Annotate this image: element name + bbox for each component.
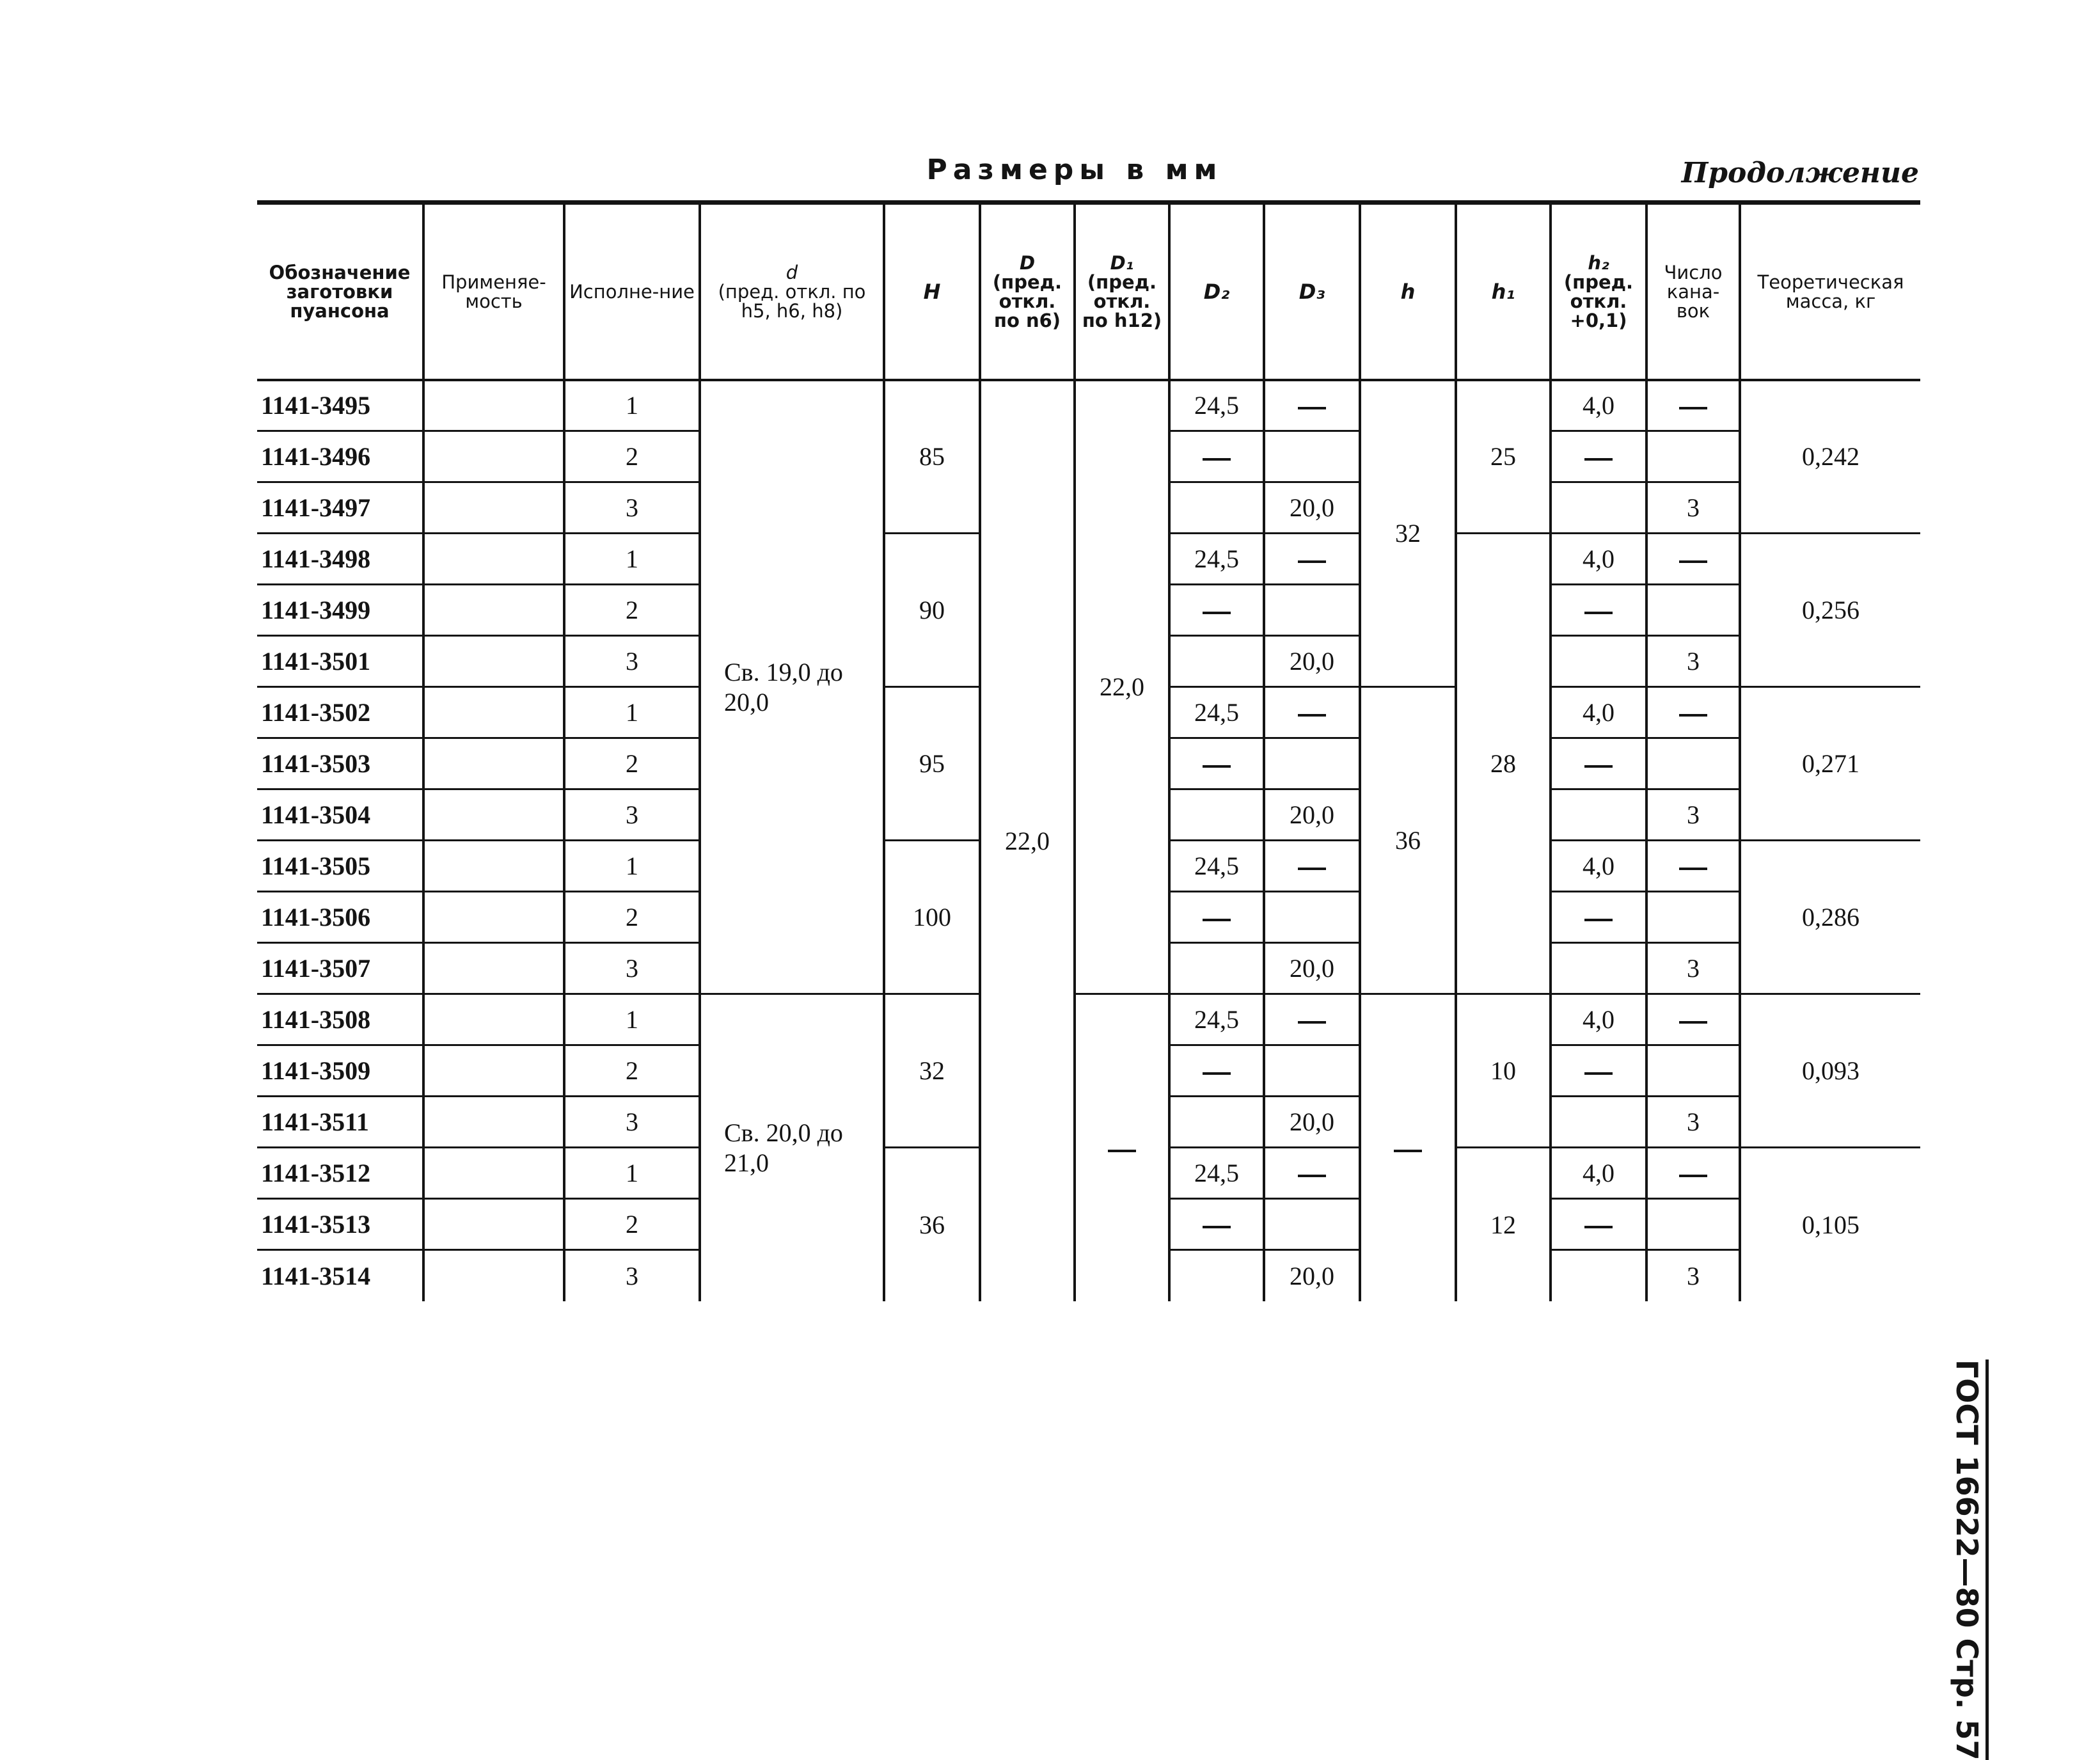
dash — [1584, 1226, 1613, 1228]
col-note-d: (пред. откл. по h5, h6, h8) — [718, 280, 866, 322]
cell-code: 1141-3511 — [257, 1097, 423, 1148]
cell-grooves — [1646, 1148, 1740, 1199]
cell-applicability — [423, 1097, 564, 1148]
dash — [1203, 1226, 1231, 1228]
cell-D3 — [1264, 994, 1360, 1045]
cell-D3 — [1264, 1199, 1360, 1250]
cell-D3 — [1264, 841, 1360, 892]
dash — [1584, 458, 1613, 461]
table-row — [257, 994, 1920, 1045]
cell-applicability — [423, 994, 564, 1045]
cell-D2 — [1169, 892, 1264, 943]
cell-D2: 24,5 — [1169, 994, 1264, 1045]
cell-D2 — [1169, 636, 1264, 687]
dash — [1679, 1021, 1707, 1024]
cell-D2: 24,5 — [1169, 841, 1264, 892]
cell-h1: 25 — [1456, 380, 1551, 534]
cell-D2 — [1169, 482, 1264, 534]
cell-grooves: 3 — [1646, 482, 1740, 534]
table-header-row — [257, 203, 1920, 380]
col-header-D — [980, 203, 1075, 380]
cell-code: 1141-3502 — [257, 687, 423, 738]
cell-D2 — [1169, 789, 1264, 841]
cell-D3: 20,0 — [1264, 1097, 1360, 1148]
cell-mass: 0,271 — [1740, 687, 1920, 841]
col-header-d — [700, 203, 884, 380]
cell-D2 — [1169, 1199, 1264, 1250]
cell-d: Св. 20,0 до 21,0 — [700, 994, 884, 1301]
cell-applicability — [423, 1250, 564, 1301]
cell-applicability — [423, 585, 564, 636]
cell-h2 — [1551, 1250, 1646, 1301]
cell-D3 — [1264, 687, 1360, 738]
cell-code: 1141-3505 — [257, 841, 423, 892]
cell-grooves — [1646, 687, 1740, 738]
col-header-h2 — [1551, 203, 1646, 380]
cell-variant: 1 — [564, 994, 700, 1045]
cell-code: 1141-3496 — [257, 431, 423, 482]
cell-D3 — [1264, 585, 1360, 636]
cell-h2 — [1551, 1045, 1646, 1097]
col-header-H: H — [884, 203, 980, 380]
cell-H: 32 — [884, 994, 980, 1148]
cell-grooves — [1646, 431, 1740, 482]
cell-grooves: 3 — [1646, 636, 1740, 687]
cell-D2 — [1169, 1045, 1264, 1097]
dash — [1584, 1072, 1613, 1075]
col-header-h: h — [1360, 203, 1456, 380]
cell-variant: 2 — [564, 431, 700, 482]
cell-D3 — [1264, 431, 1360, 482]
col-header-mass: Теоретическая масса, кг — [1740, 203, 1920, 380]
cell-applicability — [423, 482, 564, 534]
cell-D2: 24,5 — [1169, 687, 1264, 738]
cell-D3: 20,0 — [1264, 482, 1360, 534]
dash — [1584, 612, 1613, 614]
cell-grooves — [1646, 738, 1740, 789]
dash — [1203, 612, 1231, 614]
dash — [1203, 765, 1231, 768]
cell-d: Св. 19,0 до 20,0 — [700, 380, 884, 994]
cell-mass: 0,105 — [1740, 1148, 1920, 1301]
cell-applicability — [423, 1045, 564, 1097]
cell-h2 — [1551, 1199, 1646, 1250]
cell-grooves: 3 — [1646, 789, 1740, 841]
cell-D: 22,0 — [980, 380, 1075, 1301]
cell-grooves: 3 — [1646, 943, 1740, 994]
cell-h2 — [1551, 1097, 1646, 1148]
cell-code: 1141-3504 — [257, 789, 423, 841]
cell-H: 85 — [884, 380, 980, 534]
cell-h2 — [1551, 892, 1646, 943]
dash — [1584, 919, 1613, 921]
cell-variant: 1 — [564, 534, 700, 585]
col-note-D1: (пред. откл. по h12) — [1082, 271, 1162, 331]
cell-variant: 3 — [564, 1250, 700, 1301]
col-header-D3: D₃ — [1264, 203, 1360, 380]
cell-D2 — [1169, 431, 1264, 482]
cell-code: 1141-3507 — [257, 943, 423, 994]
dash — [1298, 560, 1326, 563]
cell-applicability — [423, 687, 564, 738]
col-header-D1 — [1075, 203, 1169, 380]
dash — [1203, 919, 1231, 921]
cell-variant: 3 — [564, 789, 700, 841]
dash — [1298, 868, 1326, 870]
cell-grooves — [1646, 534, 1740, 585]
cell-H: 100 — [884, 841, 980, 994]
col-note-h2: (пред. откл. +0,1) — [1563, 271, 1634, 331]
cell-D3 — [1264, 892, 1360, 943]
cell-applicability — [423, 943, 564, 994]
cell-grooves — [1646, 1199, 1740, 1250]
cell-h2: 4,0 — [1551, 534, 1646, 585]
cell-D3 — [1264, 1045, 1360, 1097]
cell-h — [1360, 994, 1456, 1301]
dash — [1298, 407, 1326, 409]
cell-D1 — [1075, 994, 1169, 1301]
cell-h1: 28 — [1456, 534, 1551, 994]
cell-code: 1141-3509 — [257, 1045, 423, 1097]
cell-variant: 1 — [564, 841, 700, 892]
cell-grooves — [1646, 1045, 1740, 1097]
cell-h2 — [1551, 431, 1646, 482]
col-symbol-D: D — [1019, 251, 1036, 274]
cell-mass: 0,093 — [1740, 994, 1920, 1148]
cell-applicability — [423, 380, 564, 431]
cell-D2 — [1169, 1250, 1264, 1301]
col-header-grooves: Число кана-вок — [1646, 203, 1740, 380]
dash — [1203, 458, 1231, 461]
cell-grooves — [1646, 380, 1740, 431]
dash — [1298, 714, 1326, 717]
cell-D2: 24,5 — [1169, 380, 1264, 431]
continuation-label: Продолжение — [1681, 157, 1919, 189]
col-symbol-D1: D₁ — [1110, 251, 1134, 274]
cell-code: 1141-3508 — [257, 994, 423, 1045]
cell-h: 36 — [1360, 687, 1456, 994]
cell-applicability — [423, 738, 564, 789]
cell-D3: 20,0 — [1264, 789, 1360, 841]
punch-blank-table — [257, 200, 1920, 1301]
dash — [1679, 868, 1707, 870]
dash — [1584, 765, 1613, 768]
table-row — [257, 380, 1920, 431]
cell-code: 1141-3499 — [257, 585, 423, 636]
cell-grooves — [1646, 841, 1740, 892]
cell-code: 1141-3497 — [257, 482, 423, 534]
cell-h2: 4,0 — [1551, 1148, 1646, 1199]
cell-D2 — [1169, 738, 1264, 789]
cell-variant: 2 — [564, 738, 700, 789]
cell-H: 90 — [884, 534, 980, 687]
cell-mass: 0,256 — [1740, 534, 1920, 687]
cell-D3 — [1264, 1148, 1360, 1199]
dimensions-heading: Размеры в мм — [926, 154, 1223, 186]
cell-D3: 20,0 — [1264, 636, 1360, 687]
cell-D3: 20,0 — [1264, 1250, 1360, 1301]
cell-h2 — [1551, 943, 1646, 994]
cell-h2: 4,0 — [1551, 380, 1646, 431]
cell-applicability — [423, 534, 564, 585]
dash — [1679, 560, 1707, 563]
dash — [1108, 1150, 1136, 1152]
cell-code: 1141-3512 — [257, 1148, 423, 1199]
cell-H: 36 — [884, 1148, 980, 1301]
dash — [1203, 1072, 1231, 1075]
dash — [1679, 1175, 1707, 1177]
cell-D2: 24,5 — [1169, 534, 1264, 585]
cell-D3 — [1264, 738, 1360, 789]
cell-h: 32 — [1360, 380, 1456, 687]
cell-h2 — [1551, 738, 1646, 789]
cell-mass: 0,242 — [1740, 380, 1920, 534]
cell-applicability — [423, 789, 564, 841]
dash — [1679, 407, 1707, 409]
cell-h2 — [1551, 482, 1646, 534]
cell-D2 — [1169, 943, 1264, 994]
col-header-applicability: Применяе-мость — [423, 203, 564, 380]
cell-grooves — [1646, 994, 1740, 1045]
cell-code: 1141-3506 — [257, 892, 423, 943]
cell-D3 — [1264, 534, 1360, 585]
cell-applicability — [423, 1148, 564, 1199]
cell-applicability — [423, 841, 564, 892]
col-header-h1: h₁ — [1456, 203, 1551, 380]
cell-code: 1141-3503 — [257, 738, 423, 789]
cell-variant: 3 — [564, 482, 700, 534]
cell-variant: 2 — [564, 1199, 700, 1250]
cell-h2 — [1551, 789, 1646, 841]
col-symbol-h2: h₂ — [1588, 251, 1609, 274]
cell-h2 — [1551, 636, 1646, 687]
cell-variant: 2 — [564, 585, 700, 636]
cell-D2 — [1169, 585, 1264, 636]
cell-variant: 1 — [564, 380, 700, 431]
cell-variant: 3 — [564, 943, 700, 994]
cell-applicability — [423, 431, 564, 482]
cell-variant: 2 — [564, 1045, 700, 1097]
cell-code: 1141-3495 — [257, 380, 423, 431]
cell-D3: 20,0 — [1264, 943, 1360, 994]
cell-code: 1141-3501 — [257, 636, 423, 687]
cell-grooves: 3 — [1646, 1250, 1740, 1301]
dash — [1679, 714, 1707, 717]
col-note-D: (пред. откл. по n6) — [992, 271, 1062, 331]
cell-h1: 10 — [1456, 994, 1551, 1148]
standard-page-label: ГОСТ 16622—80 Стр. 57 — [1950, 1360, 1989, 1760]
cell-D2 — [1169, 1097, 1264, 1148]
cell-variant: 2 — [564, 892, 700, 943]
cell-variant: 1 — [564, 1148, 700, 1199]
cell-variant: 3 — [564, 1097, 700, 1148]
dash — [1298, 1175, 1326, 1177]
cell-applicability — [423, 636, 564, 687]
cell-h2: 4,0 — [1551, 687, 1646, 738]
cell-mass: 0,286 — [1740, 841, 1920, 994]
cell-applicability — [423, 892, 564, 943]
cell-H: 95 — [884, 687, 980, 841]
cell-h1: 12 — [1456, 1148, 1551, 1301]
cell-D1: 22,0 — [1075, 380, 1169, 994]
cell-code: 1141-3514 — [261, 1261, 371, 1290]
cell-h2 — [1551, 585, 1646, 636]
cell-D3 — [1264, 380, 1360, 431]
cell-grooves — [1646, 585, 1740, 636]
cell-h2: 4,0 — [1551, 994, 1646, 1045]
col-header-code: Обозначение заготовки пуансона — [257, 203, 423, 380]
cell-D2: 24,5 — [1169, 1148, 1264, 1199]
cell-grooves — [1646, 892, 1740, 943]
cell-variant: 3 — [564, 636, 700, 687]
cell-grooves: 3 — [1646, 1097, 1740, 1148]
col-header-variant: Исполне-ние — [564, 203, 700, 380]
cell-code: 1141-3498 — [257, 534, 423, 585]
dash — [1298, 1021, 1326, 1024]
dash — [1394, 1150, 1422, 1152]
col-symbol-d: d — [786, 261, 798, 283]
cell-code: 1141-3513 — [257, 1199, 423, 1250]
col-header-D2: D₂ — [1169, 203, 1264, 380]
cell-applicability — [423, 1199, 564, 1250]
cell-h2: 4,0 — [1551, 841, 1646, 892]
cell-variant: 1 — [564, 687, 700, 738]
